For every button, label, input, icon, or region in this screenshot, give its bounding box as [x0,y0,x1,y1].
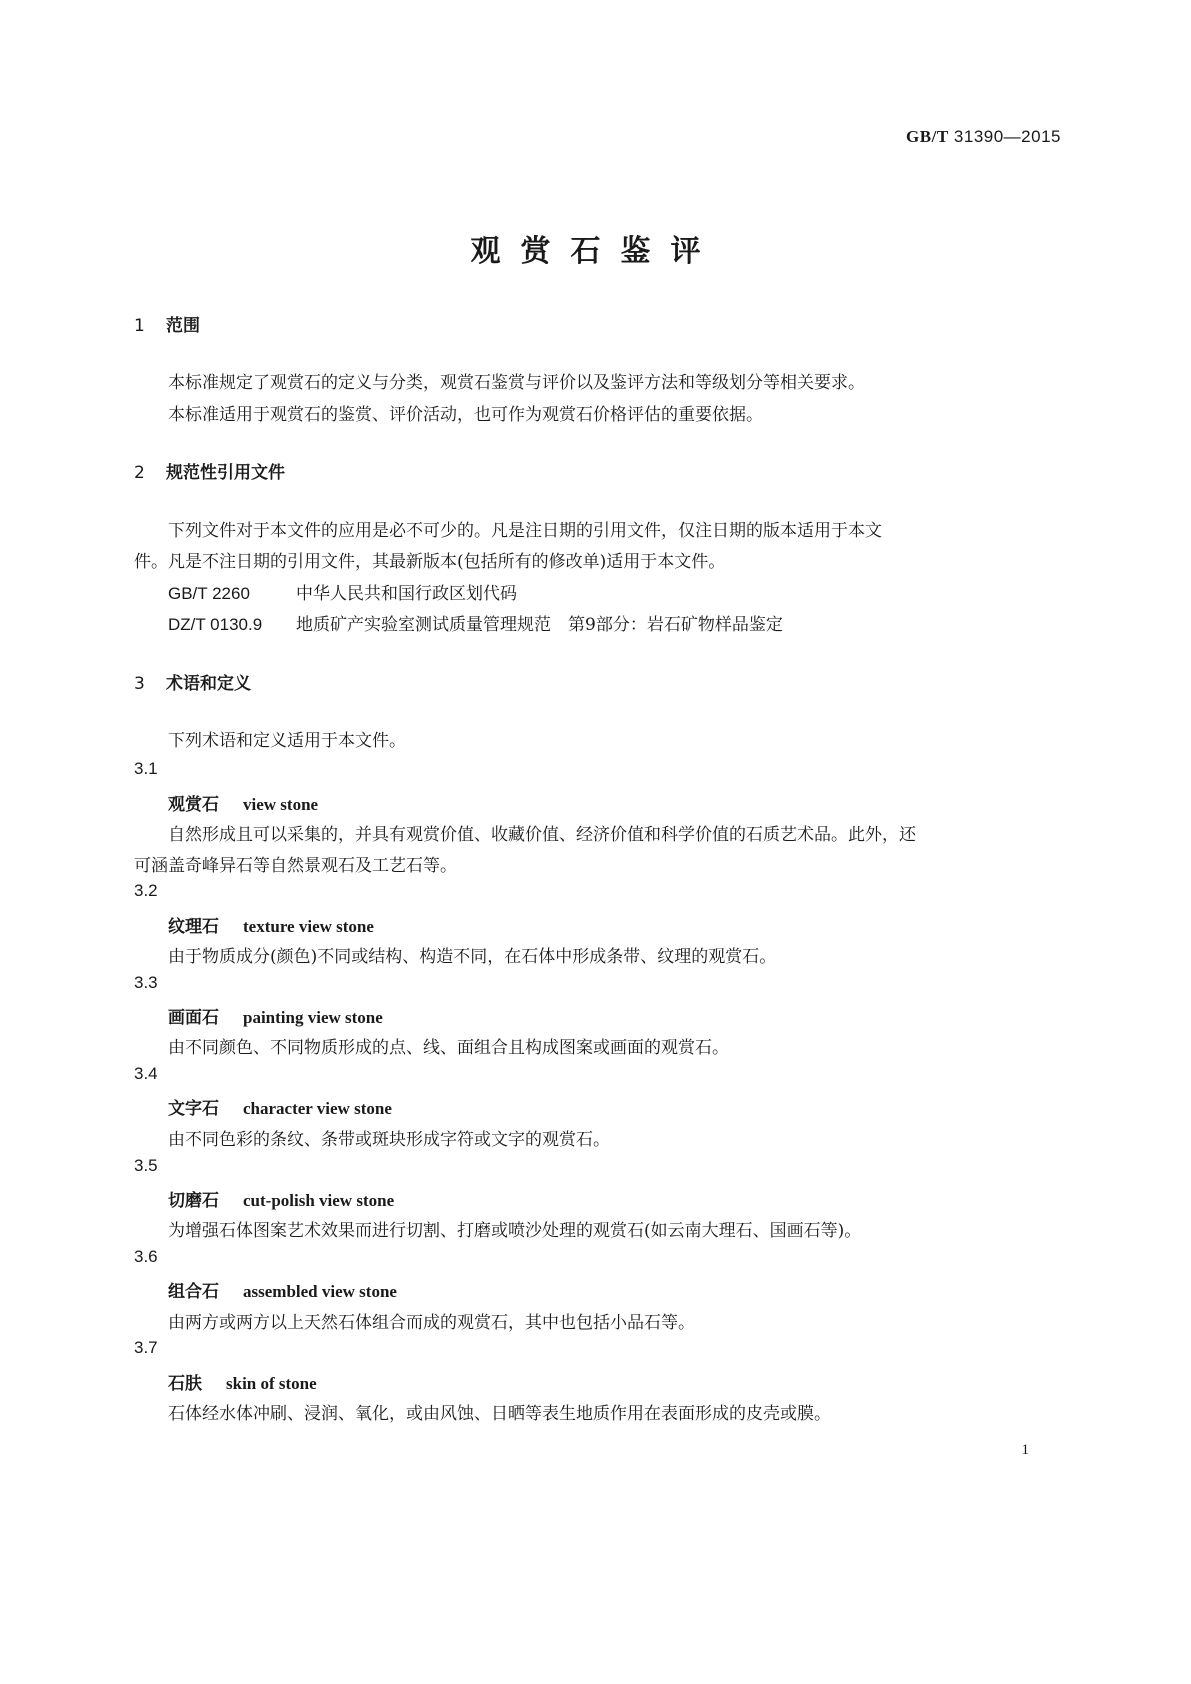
term-definition: 由不同颜色、不同物质形成的点、线、面组合且构成图案或画面的观赏石。 [168,1038,729,1058]
term-number: 3.5 [134,1156,158,1175]
paragraph-continuation: 件。凡是不注日期的引用文件，其最新版本(包括所有的修改单)适用于本文件。 [134,552,726,572]
term-heading [168,1277,397,1302]
standard-prefix: GB/T [906,127,949,146]
paragraph: 本标准适用于观赏石的鉴赏、评价活动，也可作为观赏石价格评估的重要依据。 [168,405,763,425]
term-english: character view stone [243,1099,392,1118]
term-definition-continuation: 可涵盖奇峰异石等自然景观石及工艺石等。 [134,856,457,876]
term-definition: 由两方或两方以上天然石体组合而成的观赏石，其中也包括小品石等。 [168,1313,695,1333]
paragraph: 本标准规定了观赏石的定义与分类，观赏石鉴赏与评价以及鉴评方法和等级划分等相关要求。 [168,373,865,393]
term-definition: 由于物质成分(颜色)不同或结构、构造不同，在石体中形成条带、纹理的观赏石。 [168,947,777,967]
section-number: 3 [134,674,145,694]
term-english: texture view stone [243,917,374,936]
term-heading [168,1369,317,1394]
reference-code: DZ/T 0130.9 [168,615,263,634]
section-title: 范围 [166,316,200,336]
term-number: 3.1 [134,759,158,778]
section-1-heading [134,311,200,336]
term-chinese: 画面石 [168,1008,219,1028]
term-chinese: 切磨石 [168,1191,219,1211]
term-definition: 石体经水体冲刷、浸润、氧化，或由风蚀、日晒等表生地质作用在表面形成的皮壳或膜。 [168,1404,831,1424]
term-number: 3.4 [134,1064,158,1083]
term-definition: 为增强石体图案艺术效果而进行切割、打磨或喷沙处理的观赏石(如云南大理石、国画石等)。 [168,1221,862,1241]
term-english: skin of stone [226,1374,317,1393]
reference-title: 中华人民共和国行政区划代码 [296,584,517,604]
term-number: 3.2 [134,881,158,900]
term-chinese: 石肤 [168,1374,202,1394]
term-definition: 由不同色彩的条纹、条带或斑块形成字符或文字的观赏石。 [168,1130,610,1150]
term-heading [168,912,374,937]
term-chinese: 纹理石 [168,917,219,937]
reference-code: GB/T 2260 [168,584,250,603]
term-english: painting view stone [243,1008,383,1027]
paragraph: 下列术语和定义适用于本文件。 [168,731,406,751]
term-heading [168,1003,383,1028]
term-heading [168,1094,392,1119]
section-title: 规范性引用文件 [166,463,285,483]
term-english: cut-polish view stone [243,1191,395,1210]
term-english: assembled view stone [243,1282,397,1301]
term-heading [168,1186,394,1211]
term-number: 3.3 [134,973,158,992]
document-title: 观赏石鉴评 [470,234,721,269]
term-chinese: 文字石 [168,1099,219,1119]
section-3-heading [134,669,251,694]
term-definition: 自然形成且可以采集的，并具有观赏价值、收藏价值、经济价值和科学价值的石质艺术品。此外，还 [168,825,916,845]
term-chinese: 组合石 [168,1282,219,1302]
section-number: 1 [134,316,145,336]
term-chinese: 观赏石 [168,795,219,815]
page-number: 1 [1021,1442,1029,1458]
term-number: 3.6 [134,1247,158,1266]
paragraph: 下列文件对于本文件的应用是必不可少的。凡是注日期的引用文件，仅注日期的版本适用于本文 [168,521,882,541]
section-2-heading [134,458,285,483]
reference-item [168,579,517,604]
standard-number: 31390—2015 [953,127,1061,146]
term-english: view stone [243,795,319,814]
reference-item [168,610,783,635]
section-title: 术语和定义 [166,674,251,694]
term-heading [168,790,318,815]
term-number: 3.7 [134,1338,158,1357]
reference-title: 地质矿产实验室测试质量管理规范 第9部分：岩石矿物样品鉴定 [296,615,783,635]
standard-code [906,127,1061,147]
section-number: 2 [134,463,145,483]
